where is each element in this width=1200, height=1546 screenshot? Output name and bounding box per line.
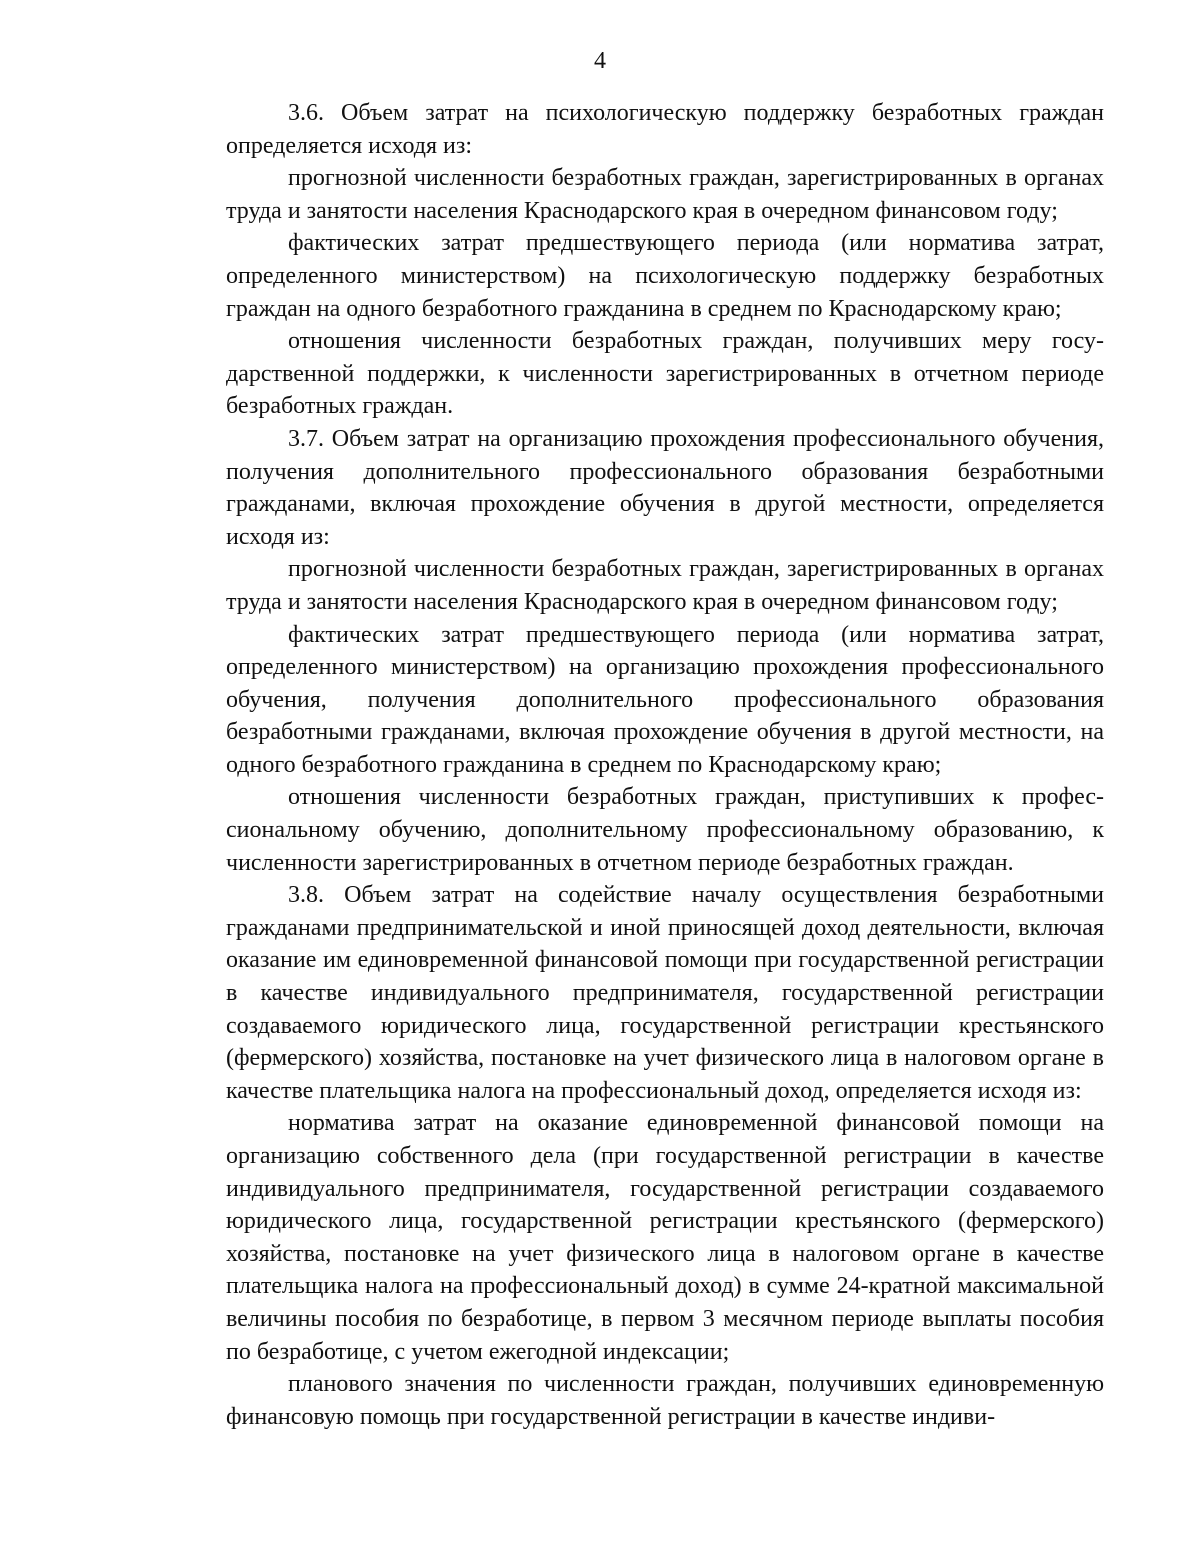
paragraph-item: норматива затрат на оказание единовременной финансовой помощи на организацию собственного дела (при государственной регистрации в качестве индивидуального предпринимателя, государственной регистрации создаваемого юридического лица, государственной регистрации крестьянского (фермерского) хозяйства, постановке на учет физического лица в налоговом органе в качестве плательщика налога на профессиональный доход) в сумме 24-кратной максимальной величины пособия по безработице, в первом 3 месячном периоде выплаты пособия по безработице, с учетом ежегодной индексации; <box>226 1110 1104 1365</box>
paragraph-item: отношения численности безработных граждан, получивших меру государственной поддержки, к численности зарегистрированных в отчетном периоде безработных граждан. <box>226 328 1104 420</box>
paragraph-item: фактических затрат предшествующего периода (или норматива затрат, определенного министерством) на организацию прохождения профессионального обучения, получения дополнительного профессионального образования безработными гражданами, включая прохождение обучения в другой местности, на одного безработного гражданина в среднем по Краснодарскому краю; <box>226 621 1104 778</box>
page-number: 4 <box>594 48 606 74</box>
document-body <box>226 97 1104 1433</box>
paragraph-3-7: 3.7. Объем затрат на организацию прохождения профессионального обучения, получения дополнительного профессионального образования безработными гражданами, включая прохождение обучения в другой местности, определяется исходя из: <box>226 425 1104 550</box>
paragraph-item: прогнозной численности безработных граждан, зарегистрированных в органах труда и занятости населения Краснодарского края в очередном финансовом году; <box>226 165 1104 224</box>
paragraph-3-8: 3.8. Объем затрат на содействие началу осуществления безработными гражданами предпринимательской и иной приносящей доход деятельности, включая оказание им единовременной финансовой помощи при государственной регистрации в качестве индивидуального предпринимателя, государственной регистрации создаваемого юридического лица, государственной регистрации крестьянского (фермерского) хозяйства, постановке на учет физического лица в налоговом органе в качестве плательщика налога на профессиональный доход, определяется исходя из: <box>226 882 1104 1104</box>
paragraph-3-6: 3.6. Объем затрат на психологическую поддержку безработных граждан определяется исходя из: <box>226 100 1104 159</box>
paragraph-item: прогнозной численности безработных граждан, зарегистрированных в органах труда и занятости населения Краснодарского края в очередном финансовом году; <box>226 556 1104 615</box>
paragraph-item: планового значения по численности граждан, получивших единовременную финансовую помощь при государственной регистрации в качестве индиви- <box>226 1371 1104 1430</box>
paragraph-item: фактических затрат предшествующего периода (или норматива затрат, определенного министерством) на психологическую поддержку безработных граждан на одного безработного гражданина в среднем по Краснодарскому краю; <box>226 230 1104 322</box>
paragraph-item: отношения численности безработных граждан, приступивших к профессиональному обучению, дополнительному профессиональному образованию, к численности зарегистрированных в отчетном периоде безработных граждан. <box>226 784 1104 876</box>
